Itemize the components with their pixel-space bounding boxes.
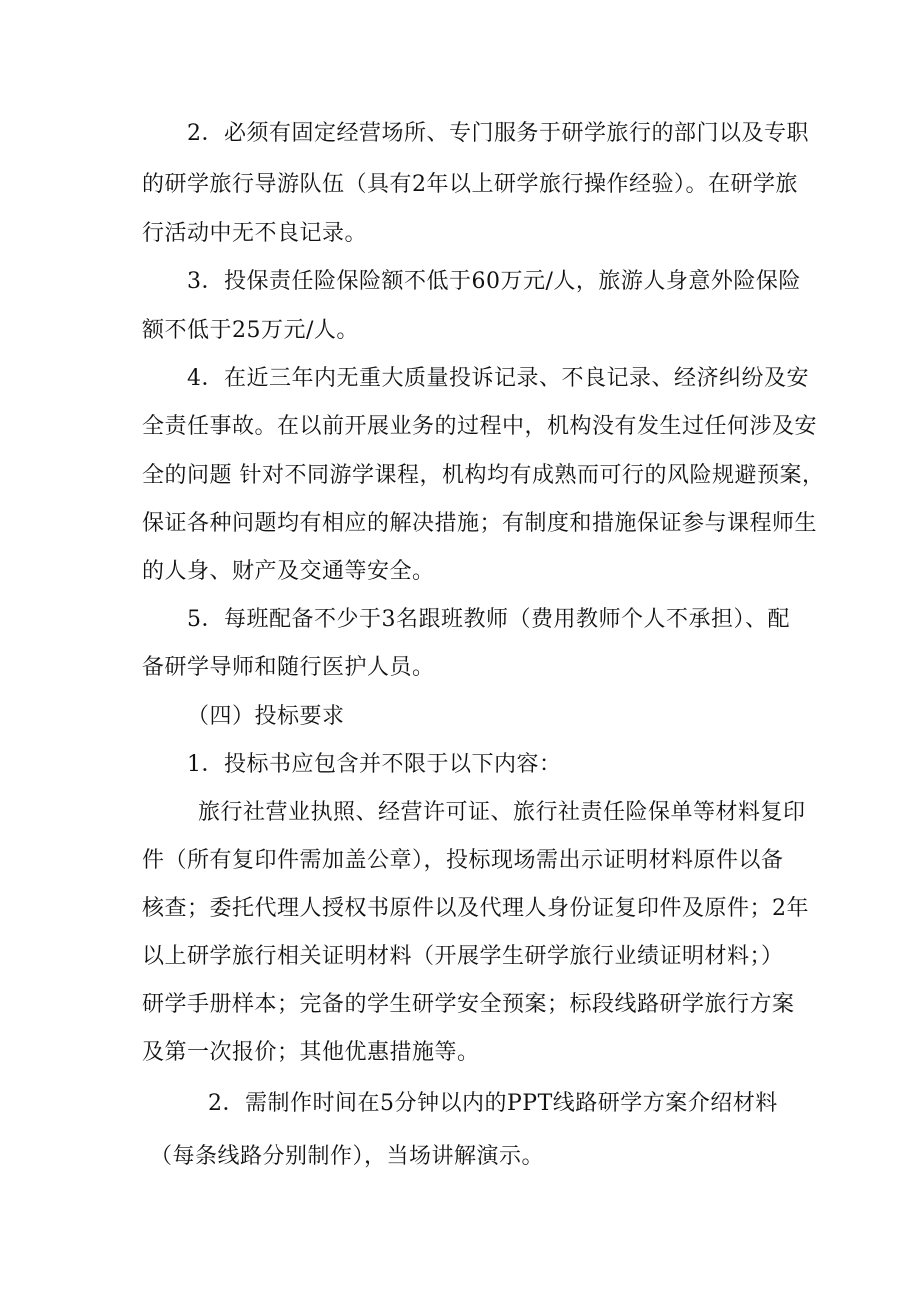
paragraph-4-line-5: 的人身、财产及交通等安全。: [142, 559, 435, 584]
paragraph-4-line-2: 全责任事故。在以前开展业务的过程中，机构没有发生过任何涉及安: [142, 414, 818, 439]
paragraph-2-line-2: 的研学旅行导游队伍（具有2年以上研学旅行操作经验）。在研学旅: [142, 172, 798, 197]
requirement-1-line-5: 以上研学旅行相关证明材料（开展学生研学旅行业绩证明材料；）: [142, 944, 784, 969]
requirement-1-line-2: 旅行社营业执照、经营许可证、旅行社责任险保单等材料复印: [198, 800, 806, 825]
requirement-1-line-1: 1．投标书应包含并不限于以下内容：: [187, 752, 562, 777]
requirement-1-line-6: 研学手册样本；完备的学生研学安全预案；标段线路研学旅行方案: [142, 992, 795, 1017]
paragraph-5-line-1: 5．每班配备不少于3名跟班教师（费用教师个人不承担）、配: [187, 607, 790, 632]
requirement-1-line-3: 件（所有复印件需加盖公章），投标现场需出示证明材料原件以备: [142, 848, 784, 873]
paragraph-4-line-4: 保证各种问题均有相应的解决措施；有制度和措施保证参与课程师生: [142, 511, 818, 536]
paragraph-2-line-1: 2．必须有固定经营场所、专门服务于研学旅行的部门以及专职: [187, 121, 809, 146]
paragraph-4-line-1: 4．在近三年内无重大质量投诉记录、不良记录、经济纠纷及安: [187, 366, 809, 391]
requirement-2-line-1: 2．需制作时间在5分钟以内的PPT线路研学方案介绍材料: [208, 1091, 778, 1116]
paragraph-3-line-2: 额不低于25万元/人。: [142, 318, 359, 343]
requirement-1-line-4: 核查；委托代理人授权书原件以及代理人身份证复印件及原件；2年: [142, 896, 809, 921]
section-heading: （四）投标要求: [187, 704, 345, 729]
requirement-1-line-7: 及第一次报价；其他优惠措施等。: [142, 1040, 480, 1065]
paragraph-3-line-1: 3．投保责任险保险额不低于60万元/人，旅游人身意外险保险: [187, 269, 801, 294]
paragraph-5-line-2: 备研学导师和随行医护人员。: [142, 655, 435, 680]
requirement-2-line-2: （每条线路分别制作），当场讲解演示。: [150, 1144, 545, 1169]
paragraph-4-line-3: 全的问题 针对不同游学课程，机构均有成熟而可行的风险规避预案，: [142, 463, 825, 488]
paragraph-2-line-3: 行活动中无不良记录。: [142, 221, 368, 246]
